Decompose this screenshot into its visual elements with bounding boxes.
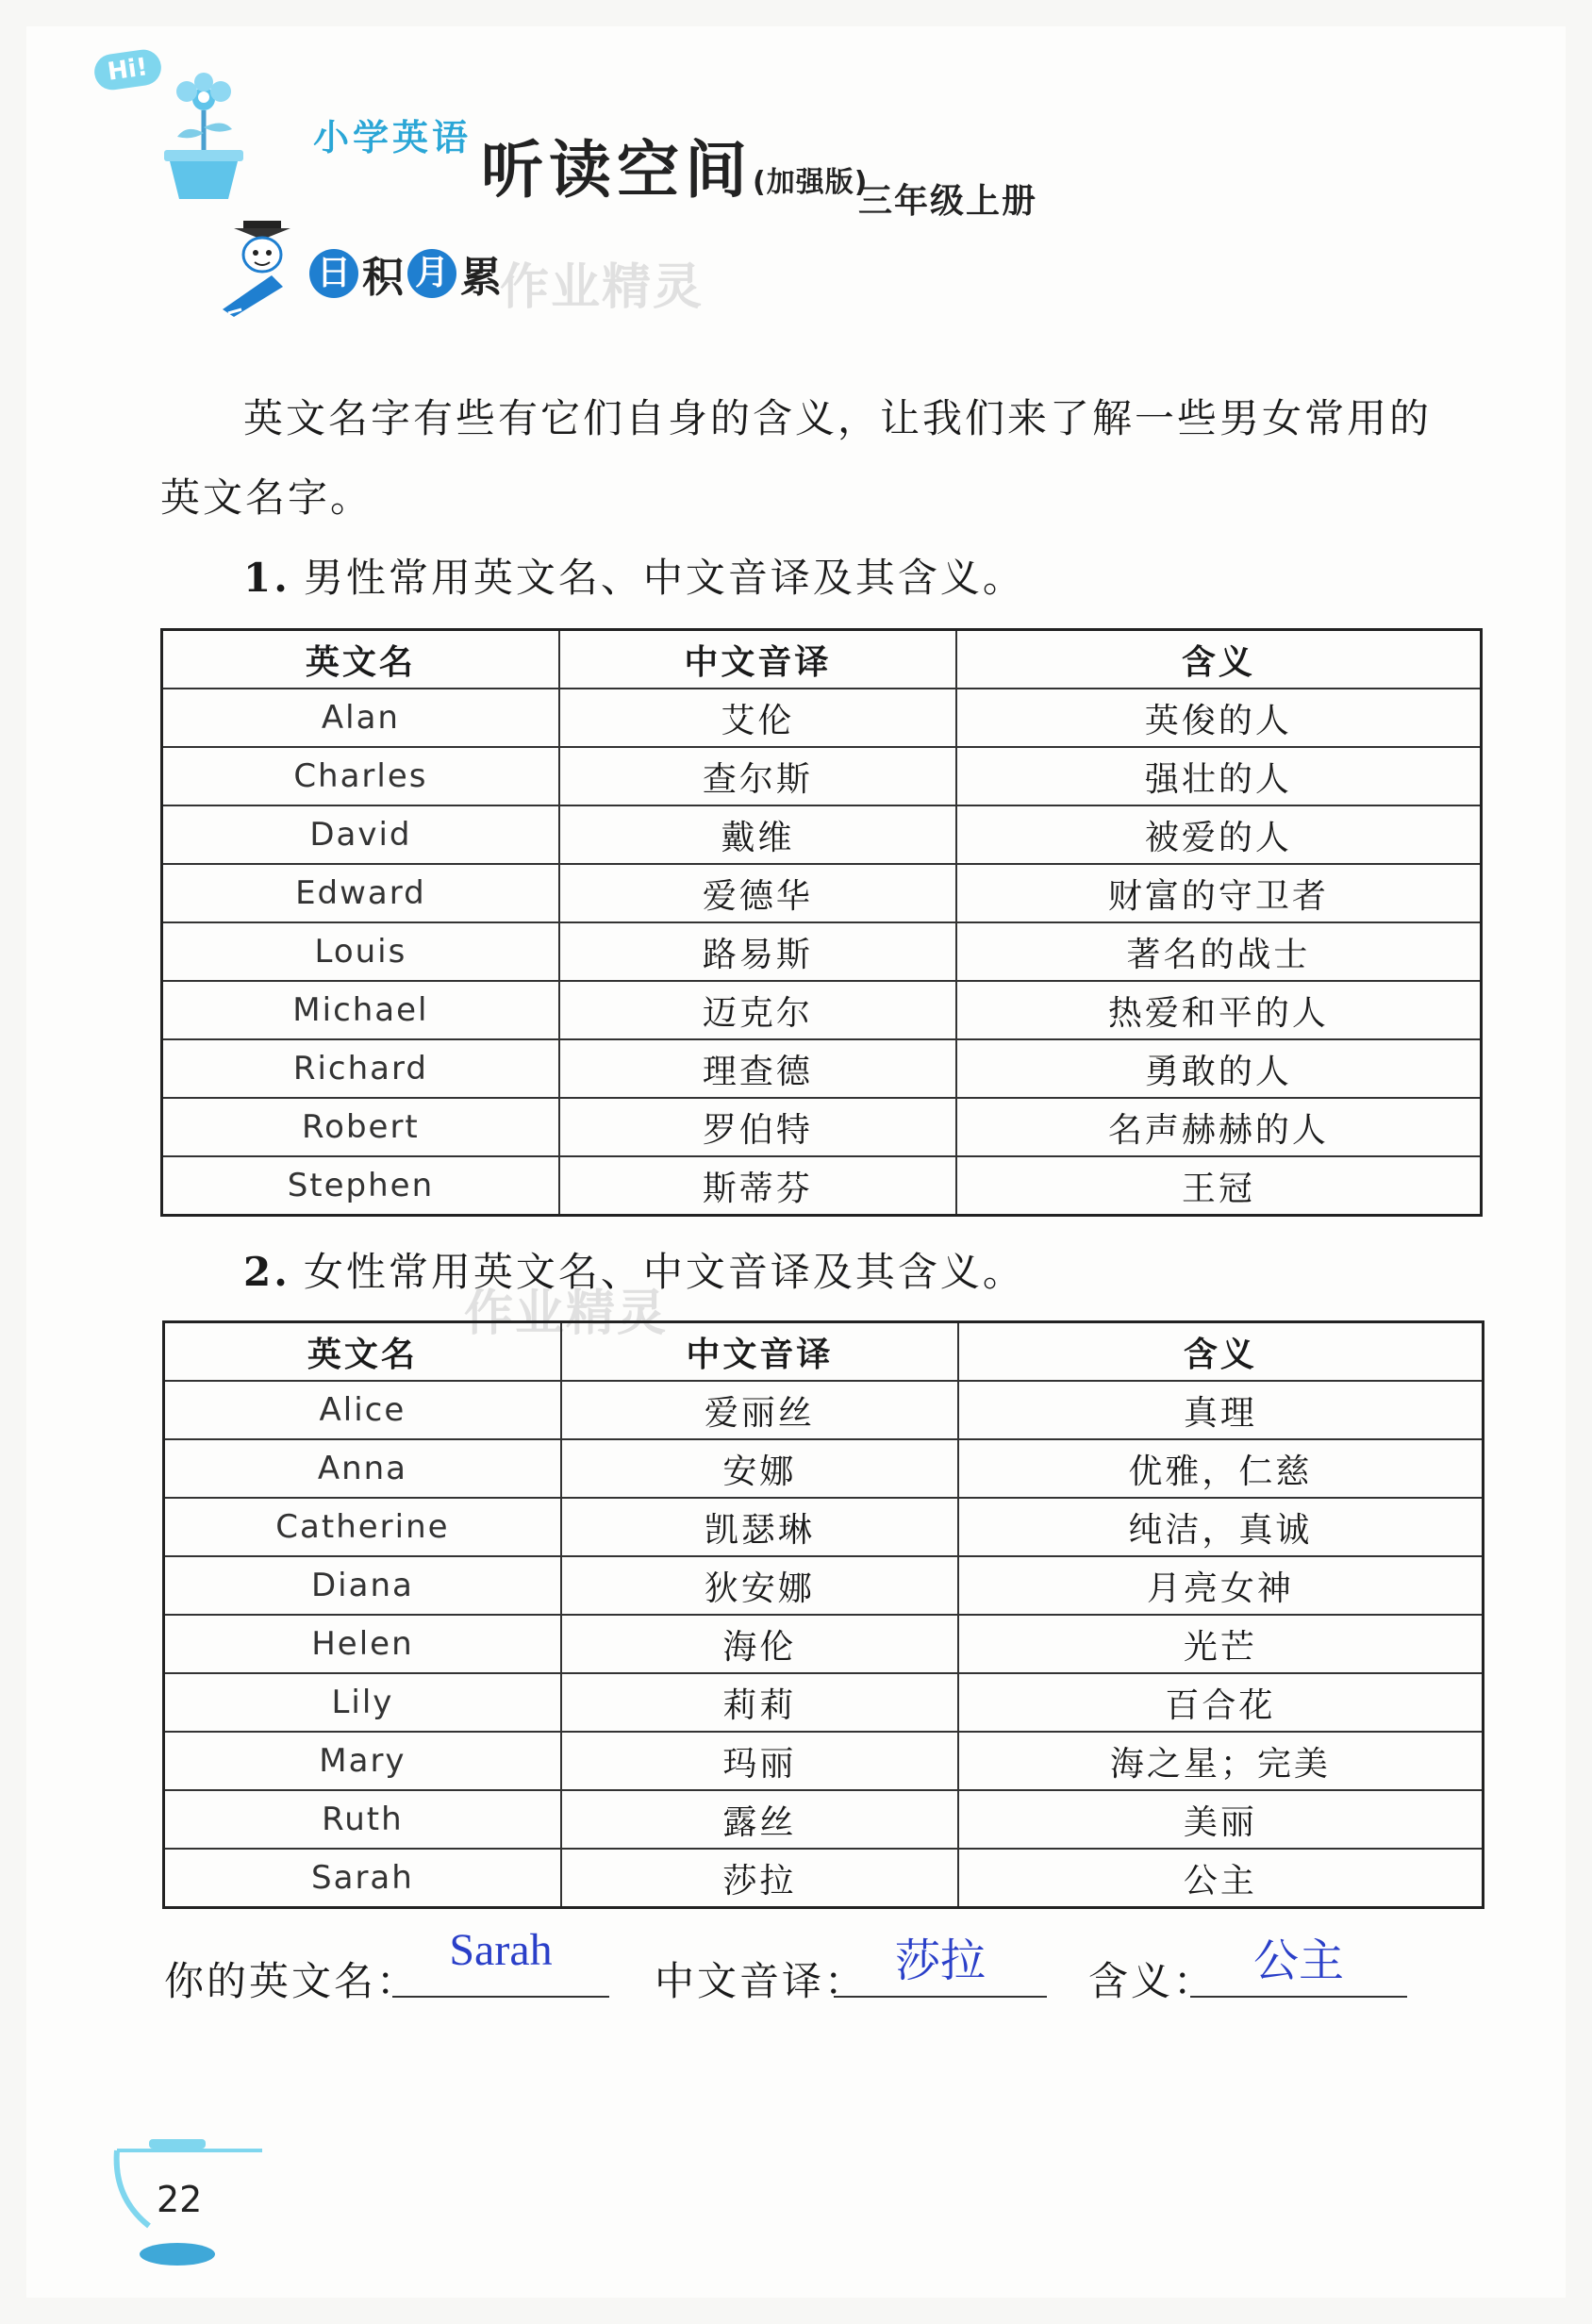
chinese-translit-cell: 安娜	[561, 1439, 958, 1498]
meaning-cell: 英俊的人	[956, 689, 1482, 747]
book-header	[94, 52, 1226, 221]
male-section-title: 男性常用英文名、中文音译及其含义。	[303, 555, 1025, 601]
female-section-title: 女性常用英文名、中文音译及其含义。	[303, 1249, 1025, 1295]
english-name-cell: Sarah	[164, 1849, 561, 1908]
meaning-cell: 勇敢的人	[956, 1039, 1482, 1098]
table-row	[164, 1732, 1484, 1790]
table-row	[164, 1498, 1484, 1556]
meaning-cell: 美丽	[958, 1790, 1484, 1849]
table-row	[164, 1790, 1484, 1849]
meaning-cell: 百合花	[958, 1673, 1484, 1732]
english-name-cell: Charles	[162, 747, 559, 805]
chinese-translit-cell: 戴维	[559, 805, 956, 864]
pencil-mascot-icon	[215, 215, 319, 319]
female-section-number: 2.	[243, 1249, 290, 1295]
english-name-answer: Sarah	[449, 1925, 553, 1975]
chinese-translit-cell: 理查德	[559, 1039, 956, 1098]
section-title-char-2: 积	[362, 254, 404, 302]
english-name-cell: Lily	[164, 1673, 561, 1732]
translit-label: 中文音译：	[655, 1958, 868, 2004]
meaning-label: 含义：	[1088, 1958, 1217, 2004]
section-title	[309, 243, 502, 304]
english-name-cell: Alice	[164, 1381, 561, 1439]
english-name-cell: Anna	[164, 1439, 561, 1498]
english-name-cell: Louis	[162, 922, 559, 981]
english-name-cell: Catherine	[164, 1498, 561, 1556]
chinese-translit-cell: 莎拉	[561, 1849, 958, 1908]
english-name-cell: David	[162, 805, 559, 864]
table-row	[162, 1098, 1482, 1156]
chinese-translit-cell: 玛丽	[561, 1732, 958, 1790]
chinese-translit-cell: 迈克尔	[559, 981, 956, 1039]
intro-paragraph	[160, 379, 1481, 538]
table-row	[164, 1615, 1484, 1673]
male-names-table	[160, 628, 1483, 1217]
table-header-row	[162, 630, 1482, 689]
chinese-translit-cell: 狄安娜	[561, 1556, 958, 1615]
meaning-cell: 财富的守卫者	[956, 864, 1482, 922]
book-title	[481, 120, 868, 209]
page-number: 22	[157, 2179, 203, 2220]
watermark: 作业精灵	[500, 259, 705, 316]
header-english-name: 英文名	[162, 630, 559, 689]
meaning-cell: 光芒	[958, 1615, 1484, 1673]
hi-badge: Hi!	[92, 47, 163, 91]
section-title-char-1: 日	[309, 249, 358, 298]
chinese-translit-cell: 艾伦	[559, 689, 956, 747]
chinese-translit-cell: 凯瑟琳	[561, 1498, 958, 1556]
female-names-table	[162, 1320, 1484, 1909]
chinese-translit-cell: 罗伯特	[559, 1098, 956, 1156]
chinese-translit-cell: 海伦	[561, 1615, 958, 1673]
english-name-cell: Stephen	[162, 1156, 559, 1216]
meaning-cell: 被爱的人	[956, 805, 1482, 864]
table-row	[162, 1039, 1482, 1098]
table-row	[162, 1156, 1482, 1216]
english-name-cell: Robert	[162, 1098, 559, 1156]
flower-pot-icon	[149, 71, 253, 203]
header-meaning: 含义	[958, 1322, 1484, 1382]
meaning-cell: 月亮女神	[958, 1556, 1484, 1615]
section-title-char-3: 月	[407, 249, 456, 298]
translit-answer: 莎拉	[894, 1934, 986, 1987]
meaning-blank[interactable]	[1190, 1996, 1407, 1998]
meaning-answer: 公主	[1252, 1934, 1344, 1987]
table-row	[162, 689, 1482, 747]
intro-line-1: 英文名字有些有它们自身的含义，让我们来了解一些男女常用的	[243, 395, 1433, 441]
header-meaning: 含义	[956, 630, 1482, 689]
chinese-translit-cell: 莉莉	[561, 1673, 958, 1732]
series-name: 小学英语	[313, 117, 473, 158]
watermark: 作业精灵	[464, 1286, 669, 1342]
table-row	[164, 1673, 1484, 1732]
table-row	[164, 1556, 1484, 1615]
page-number-badge	[111, 2132, 281, 2282]
table-row	[164, 1849, 1484, 1908]
chinese-translit-cell: 爱丽丝	[561, 1381, 958, 1439]
grade-label: 三年级上册	[858, 182, 1038, 221]
english-name-label: 你的英文名：	[164, 1958, 420, 2004]
english-name-cell: Michael	[162, 981, 559, 1039]
table-row	[162, 981, 1482, 1039]
book-edition: (加强版)	[753, 166, 869, 199]
table-row	[162, 922, 1482, 981]
meaning-cell: 海之星；完美	[958, 1732, 1484, 1790]
meaning-cell: 强壮的人	[956, 747, 1482, 805]
meaning-cell: 名声赫赫的人	[956, 1098, 1482, 1156]
intro-line-2: 英文名字。	[160, 474, 373, 521]
table-row	[162, 805, 1482, 864]
header-chinese-translit: 中文音译	[561, 1322, 958, 1382]
meaning-cell: 著名的战士	[956, 922, 1482, 981]
english-name-cell: Diana	[164, 1556, 561, 1615]
english-name-cell: Edward	[162, 864, 559, 922]
english-name-cell: Alan	[162, 689, 559, 747]
table-row	[164, 1381, 1484, 1439]
meaning-cell: 王冠	[956, 1156, 1482, 1216]
chinese-translit-cell: 露丝	[561, 1790, 958, 1849]
chinese-translit-cell: 斯蒂芬	[559, 1156, 956, 1216]
table-row	[164, 1439, 1484, 1498]
meaning-cell: 真理	[958, 1381, 1484, 1439]
chinese-translit-cell: 爱德华	[559, 864, 956, 922]
answer-line	[164, 1924, 1484, 2004]
table-row	[162, 864, 1482, 922]
meaning-cell: 热爱和平的人	[956, 981, 1482, 1039]
meaning-cell: 优雅，仁慈	[958, 1439, 1484, 1498]
header-chinese-translit: 中文音译	[559, 630, 956, 689]
english-name-cell: Mary	[164, 1732, 561, 1790]
english-name-cell: Richard	[162, 1039, 559, 1098]
chinese-translit-cell: 路易斯	[559, 922, 956, 981]
meaning-cell: 公主	[958, 1849, 1484, 1908]
table-row	[162, 747, 1482, 805]
english-name-cell: Ruth	[164, 1790, 561, 1849]
english-name-blank[interactable]	[392, 1996, 609, 1998]
meaning-cell: 纯洁，真诚	[958, 1498, 1484, 1556]
header-english-name: 英文名	[164, 1322, 561, 1382]
male-section-heading	[243, 547, 1025, 604]
chinese-translit-cell: 查尔斯	[559, 747, 956, 805]
section-title-char-4: 累	[460, 254, 502, 302]
book-title-main: 听读空间	[481, 134, 753, 207]
table-header-row	[164, 1322, 1484, 1382]
english-name-cell: Helen	[164, 1615, 561, 1673]
male-section-number: 1.	[243, 555, 290, 601]
translit-blank[interactable]	[834, 1996, 1047, 1998]
